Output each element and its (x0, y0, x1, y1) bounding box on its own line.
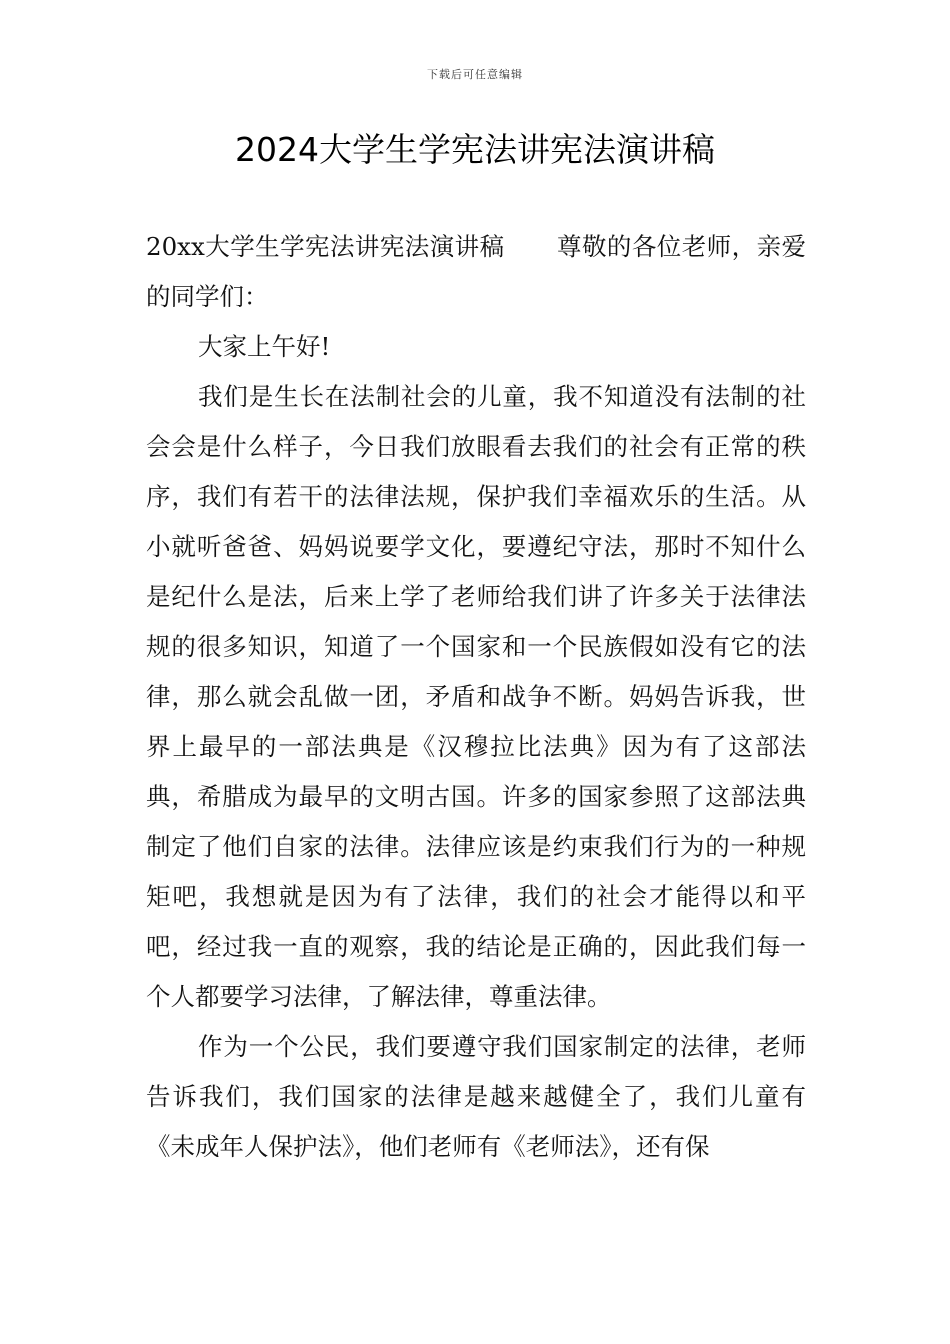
salutation: 尊敬的各位老师，亲爱的同学们： (146, 232, 807, 311)
intro-label: 20xx大学生学宪法讲宪法演讲稿 (146, 232, 505, 261)
body-paragraph-1: 我们是生长在法制社会的儿童，我不知道没有法制的社会会是什么样子，今日我们放眼看去我们的社会有正常的秩序，我们有若干的法律法规，保护我们幸福欢乐的生活。从小就听爸爸、妈妈说要学文化，要遵纪守法，那时不知什么是纪什么是法，后来上学了老师给我们讲了许多关于法律法规的很多知识，知道了一个国家和一个民族假如没有它的法律，那么就会乱做一团，矛盾和战争不断。妈妈告诉我，世界上最早的一部法典是《汉穆拉比法典》因为有了这部法典，希腊成为最早的文明古国。许多的国家参照了这部法典制定了他们自家的法律。法律应该是约束我们行为的一种规矩吧，我想就是因为有了法律，我们的社会才能得以和平吧，经过我一直的观察，我的结论是正确的，因此我们每一个人都要学习法律，了解法律，尊重法律。 (146, 382, 806, 1011)
document-body (146, 222, 806, 1172)
body-paragraph-2: 作为一个公民，我们要遵守我们国家制定的法律，老师告诉我们，我们国家的法律是越来越健全了，我们儿童有《未成年人保护法》，他们老师有《老师法》，还有保 (146, 1032, 806, 1161)
header-note: 下载后可任意编辑 (427, 68, 523, 81)
document-title: 2024大学生学宪法讲宪法演讲稿 (235, 130, 715, 169)
greeting-paragraph: 大家上午好! (198, 332, 331, 361)
intro-paragraph (146, 222, 806, 322)
